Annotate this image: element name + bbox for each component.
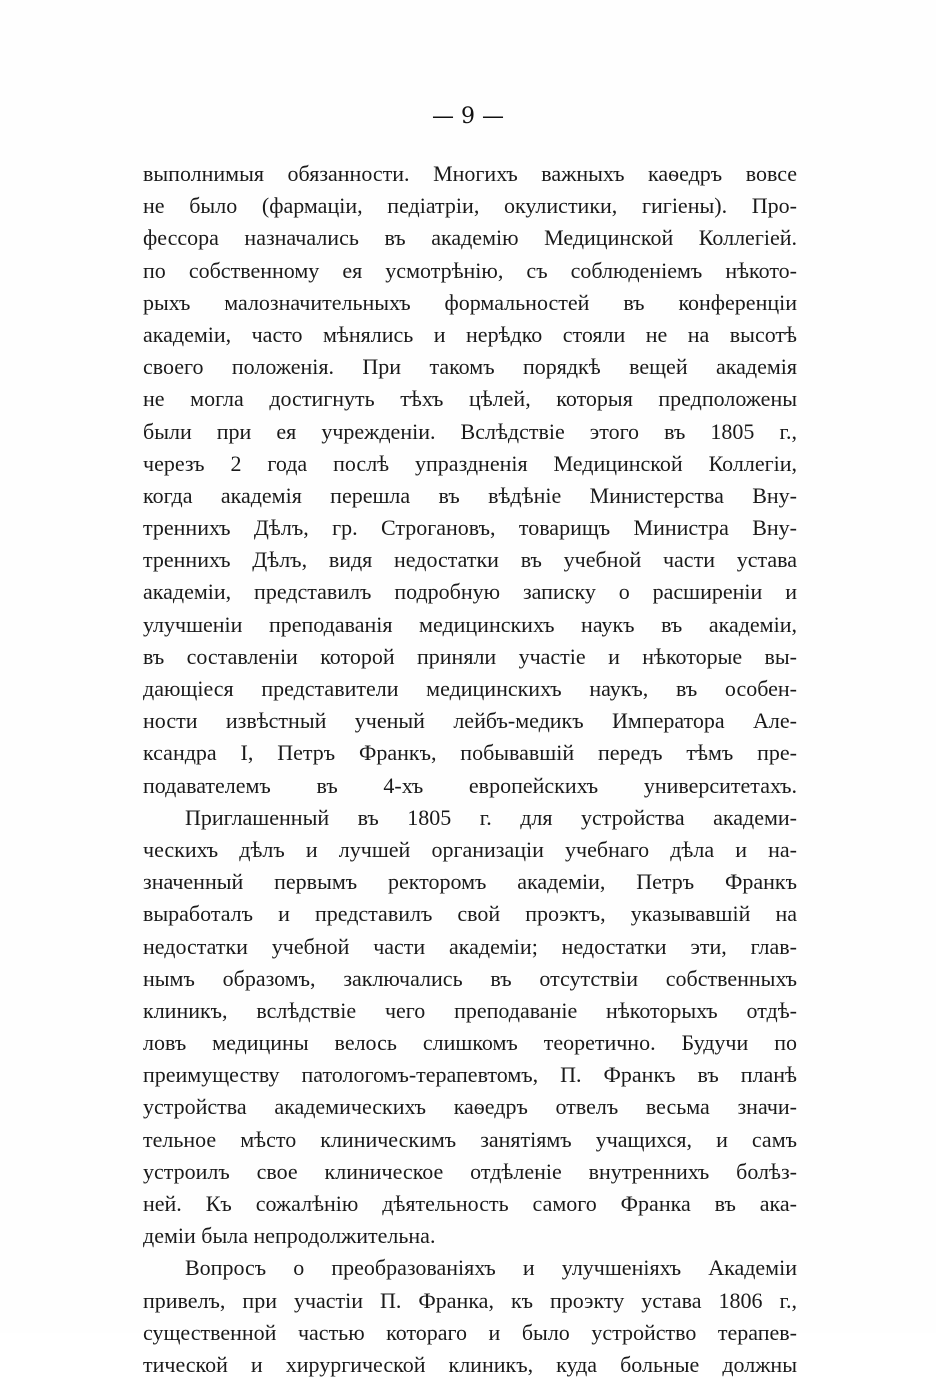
text-line: устройства академическихъ каѳедръ отвелъ весьма значи-	[143, 1094, 797, 1120]
text-line: выработалъ и представилъ свой проэктъ, указывавшій на	[143, 901, 797, 927]
text-line: рыхъ малозначительныхъ формальностей въ конференціи	[143, 289, 797, 315]
text-line: тельное мѣсто клиническимъ занятіямъ учащихся, и самъ	[143, 1126, 797, 1152]
paragraph-2	[143, 802, 797, 1253]
text-line: академіи, представилъ подробную записку о расширеніи и	[143, 579, 797, 605]
text-line: своего положенія. При такомъ порядкѣ вещей академія	[143, 354, 797, 380]
text-line: ности извѣстный ученый лейбъ-медикъ Императора Але-	[143, 708, 797, 734]
text-line: преимуществу патологомъ-терапевтомъ, П. Франкъ въ планѣ	[143, 1062, 797, 1088]
text-line: треннихъ Дѣлъ, гр. Строгановъ, товарищъ Министра Вну-	[143, 515, 797, 541]
text-line: когда академія перешла въ вѣдѣніе Министерства Вну-	[143, 482, 797, 508]
text-line: Вопросъ о преобразованіяхъ и улучшеніяхъ Академіи	[185, 1255, 797, 1281]
text-line: были при ея учрежденіи. Вслѣдствіе этого въ 1805 г.,	[143, 418, 797, 444]
text-line: значенный первымъ ректоромъ академіи, Петръ Франкъ	[143, 869, 797, 895]
text-line: Приглашенный въ 1805 г. для устройства академи-	[185, 804, 797, 830]
text-line: не было (фармаціи, педіатріи, окулистики, гигіены). Про-	[143, 193, 797, 219]
text-line: ческихъ дѣлъ и лучшей организаціи учебнаго дѣла и на-	[143, 836, 797, 862]
page-number: — 9 —	[432, 104, 504, 129]
text-line: ксандра I, Петръ Франкъ, побывавшій передъ тѣмъ пре-	[143, 740, 797, 766]
paragraph-1	[143, 158, 797, 802]
text-line: привелъ, при участіи П. Франка, къ проэкту устава 1806 г.,	[143, 1287, 797, 1313]
text-line: дающіеся представители медицинскихъ наукъ, въ особен-	[143, 676, 797, 701]
text-line: черезъ 2 года послѣ упраздненія Медицинской Коллегіи,	[143, 450, 797, 476]
text-line: треннихъ Дѣлъ, видя недостатки въ учебной части устава	[143, 547, 797, 573]
text-line: выполнимыя обязанности. Многихъ важныхъ каѳедръ вовсе	[143, 161, 797, 186]
text-line: недостатки учебной части академіи; недостатки эти, глав-	[143, 933, 797, 959]
text-line: подавателемъ въ 4-хъ европейскихъ университетахъ.	[143, 772, 797, 798]
body-text	[143, 158, 797, 1381]
text-line: фессора назначались въ академію Медицинской Коллегіей.	[143, 225, 797, 251]
paragraph-3	[143, 1252, 797, 1381]
text-line: существенной частью котораго и было устройство терапев-	[143, 1319, 797, 1345]
text-line: ловъ медицины велось слишкомъ теоретично. Будучи по	[143, 1030, 797, 1056]
text-line: улучшеніи преподаванія медицинскихъ наукъ въ академіи,	[143, 611, 797, 637]
text-line: деміи была непродолжительна.	[143, 1223, 436, 1249]
text-line: клиникъ, вслѣдствіе чего преподаваніе нѣкоторыхъ отдѣ-	[143, 997, 797, 1023]
text-line: устроилъ свое клиническое отдѣленіе внутреннихъ болѣз-	[143, 1158, 797, 1184]
text-line: тической и хирургической клиникъ, куда больные должны	[143, 1351, 797, 1377]
text-line: ней. Къ сожалѣнію дѣятельность самого Франка въ ака-	[143, 1191, 797, 1216]
text-line: нымъ образомъ, заключались въ отсутствіи собственныхъ	[143, 965, 797, 991]
text-line: по собственному ея усмотрѣнію, съ соблюденіемъ нѣкото-	[143, 257, 797, 283]
text-line: академіи, часто мѣнялись и нерѣдко стояли не на высотѣ	[143, 321, 797, 347]
text-line: въ составленіи которой приняли участіе и нѣкоторые вы-	[143, 643, 797, 669]
text-line: не могла достигнуть тѣхъ цѣлей, которыя предположены	[143, 386, 797, 412]
